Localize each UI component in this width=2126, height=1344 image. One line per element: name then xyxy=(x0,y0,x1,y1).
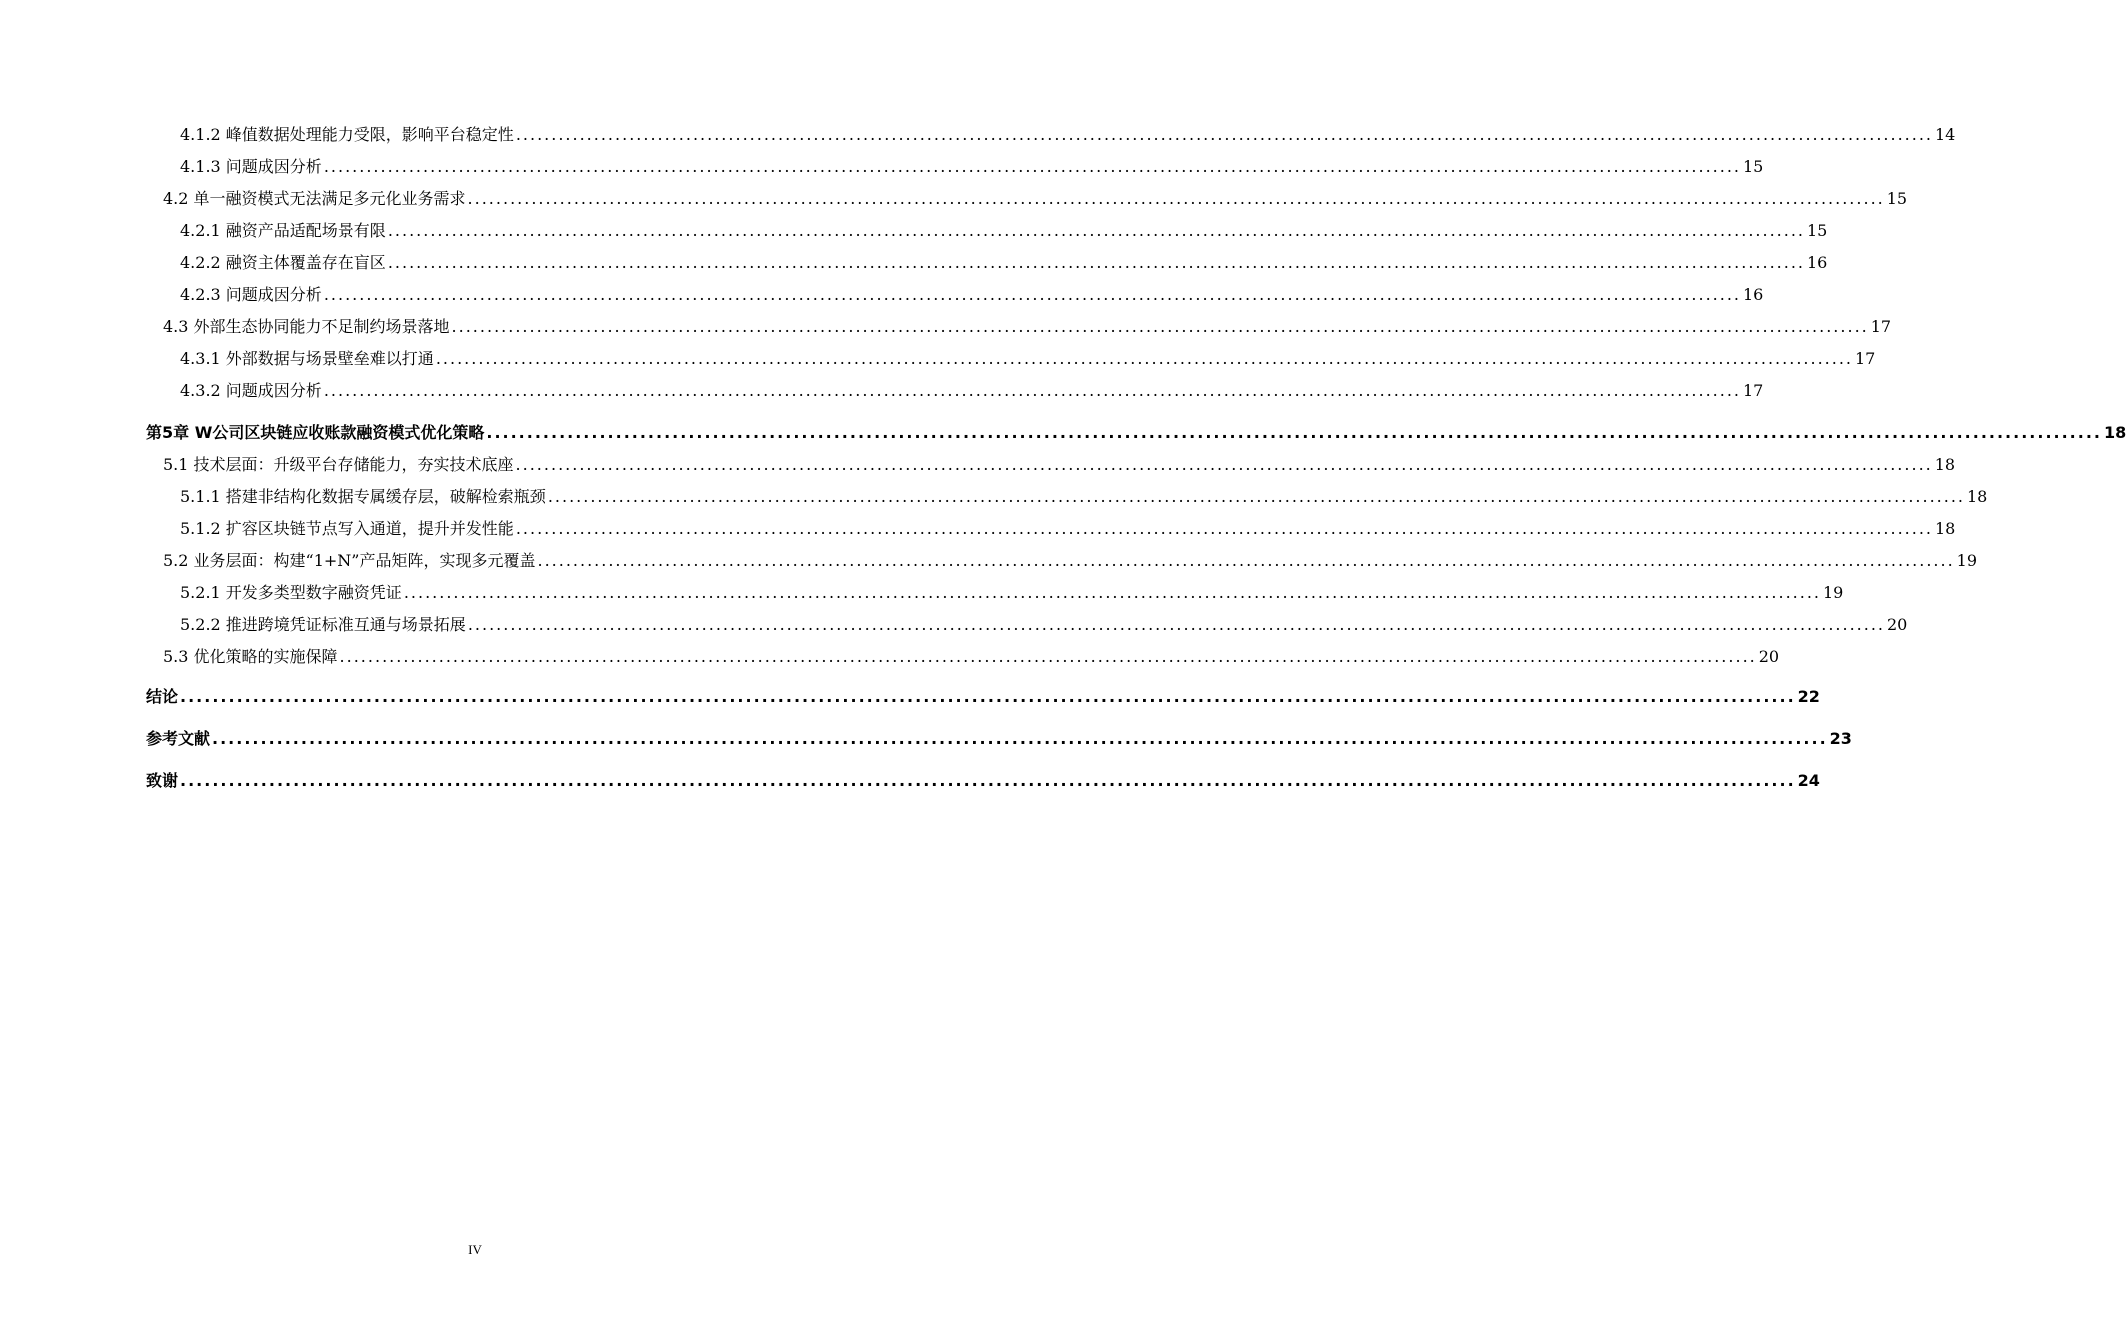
toc-entry-page: 18 xyxy=(1934,455,1956,474)
toc-leader-dots: ........................................................................................................................................................................................................ xyxy=(467,615,1885,634)
toc-entry-page: 17 xyxy=(1870,317,1892,336)
page-number: IV xyxy=(468,1242,482,1257)
toc-leader-dots: ........................................................................................................................................................................................................ xyxy=(323,381,1741,400)
toc-entry-title: 5.2.2 推进跨境凭证标准互通与场景拓展 xyxy=(180,615,466,634)
toc-entry-title: 5.1.2 扩容区块链节点写入通道，提升并发性能 xyxy=(180,519,514,538)
toc-entry[interactable] xyxy=(163,314,1892,337)
toc-entry[interactable] xyxy=(180,218,1828,241)
toc-leader-dots: ........................................................................................................................................................................................................ xyxy=(515,125,1933,144)
toc-entry-title: 致谢 xyxy=(146,771,179,790)
toc-entry[interactable] xyxy=(146,684,1820,707)
toc-entry[interactable] xyxy=(180,612,1908,635)
toc-entry-title: 4.3.1 外部数据与场景壁垒难以打通 xyxy=(180,349,434,368)
toc-leader-dots: ........................................................................................................................................................................................................ xyxy=(515,519,1933,538)
toc-entry-title: 参考文献 xyxy=(146,729,211,748)
toc-entry-page: 19 xyxy=(1956,551,1978,570)
toc-leader-dots: ........................................................................................................................................................................................................ xyxy=(212,729,1828,748)
toc-entry-page: 17 xyxy=(1743,381,1764,400)
toc-entry[interactable] xyxy=(180,484,1988,507)
toc-entry[interactable] xyxy=(180,122,1956,145)
toc-entry-title: 4.2.3 问题成因分析 xyxy=(180,285,322,304)
toc-leader-dots: ........................................................................................................................................................................................................ xyxy=(387,221,1805,240)
toc-entry-page: 19 xyxy=(1823,583,1844,602)
toc-entry-page: 16 xyxy=(1807,253,1828,272)
toc-entry-page: 15 xyxy=(1807,221,1828,240)
toc-entry-page: 16 xyxy=(1743,285,1764,304)
toc-entry-page: 18 xyxy=(2103,423,2126,442)
toc-entry-title: 5.3 优化策略的实施保障 xyxy=(163,647,338,666)
toc-entry-title: 第5章 W公司区块链应收账款融资模式优化策略 xyxy=(146,423,485,442)
toc-entry-title: 4.2 单一融资模式无法满足多元化业务需求 xyxy=(163,189,466,208)
toc-entry-page: 17 xyxy=(1855,349,1876,368)
toc-entry-page: 15 xyxy=(1886,189,1908,208)
toc-entry[interactable] xyxy=(163,452,1956,475)
toc-entry-page: 20 xyxy=(1758,647,1780,666)
toc-entry[interactable] xyxy=(180,282,1764,305)
toc-leader-dots: ........................................................................................................................................................................................................ xyxy=(403,583,1821,602)
toc-leader-dots: ........................................................................................................................................................................................................ xyxy=(451,317,1869,336)
toc-entry-title: 5.2 业务层面：构建“1+N”产品矩阵，实现多元覆盖 xyxy=(163,551,536,570)
toc-entry-page: 24 xyxy=(1797,771,1820,790)
toc-entry-page: 15 xyxy=(1743,157,1764,176)
toc-entry-page: 23 xyxy=(1829,729,1852,748)
toc-entry-title: 4.3.2 问题成因分析 xyxy=(180,381,322,400)
toc-leader-dots: ........................................................................................................................................................................................................ xyxy=(435,349,1853,368)
toc-entry-title: 5.2.1 开发多类型数字融资凭证 xyxy=(180,583,402,602)
toc-entry[interactable] xyxy=(180,378,1764,401)
toc-entry[interactable] xyxy=(180,580,1844,603)
toc-leader-dots: ........................................................................................................................................................................................................ xyxy=(180,687,1796,706)
toc-entry[interactable] xyxy=(163,644,1780,667)
toc-leader-dots: ........................................................................................................................................................................................................ xyxy=(339,647,1757,666)
toc-entry-page: 18 xyxy=(1935,519,1956,538)
toc-entry-title: 结论 xyxy=(146,687,179,706)
toc-leader-dots: ........................................................................................................................................................................................................ xyxy=(387,253,1805,272)
toc-entry-page: 14 xyxy=(1935,125,1956,144)
toc-entry[interactable] xyxy=(146,420,2126,443)
toc-entry-title: 4.1.2 峰值数据处理能力受限，影响平台稳定性 xyxy=(180,125,514,144)
toc-entry-page: 18 xyxy=(1967,487,1988,506)
toc-entry[interactable] xyxy=(146,726,1852,749)
toc-entry[interactable] xyxy=(180,346,1876,369)
toc-leader-dots: ........................................................................................................................................................................................................ xyxy=(323,157,1741,176)
toc-entry[interactable] xyxy=(180,516,1956,539)
toc-leader-dots: ........................................................................................................................................................................................................ xyxy=(515,455,1933,474)
toc-entry[interactable] xyxy=(163,186,1908,209)
toc-entry[interactable] xyxy=(163,548,1978,571)
toc-entry[interactable] xyxy=(180,250,1828,273)
toc-entry[interactable] xyxy=(146,768,1820,791)
toc-entry-title: 5.1.1 搭建非结构化数据专属缓存层，破解检索瓶颈 xyxy=(180,487,546,506)
toc-entry-page: 20 xyxy=(1887,615,1908,634)
toc-entry-title: 4.2.1 融资产品适配场景有限 xyxy=(180,221,386,240)
toc-leader-dots: ........................................................................................................................................................................................................ xyxy=(537,551,1955,570)
toc-leader-dots: ........................................................................................................................................................................................................ xyxy=(547,487,1965,506)
toc-entry-title: 4.1.3 问题成因分析 xyxy=(180,157,322,176)
toc-entry-page: 22 xyxy=(1797,687,1820,706)
toc-leader-dots: ........................................................................................................................................................................................................ xyxy=(486,423,2102,442)
toc-entry-title: 4.3 外部生态协同能力不足制约场景落地 xyxy=(163,317,450,336)
toc-entry-title: 4.2.2 融资主体覆盖存在盲区 xyxy=(180,253,386,272)
toc-entry[interactable] xyxy=(180,154,1764,177)
toc-entry-title: 5.1 技术层面：升级平台存储能力，夯实技术底座 xyxy=(163,455,514,474)
toc-leader-dots: ........................................................................................................................................................................................................ xyxy=(323,285,1741,304)
toc-leader-dots: ........................................................................................................................................................................................................ xyxy=(180,771,1796,790)
toc-leader-dots: ........................................................................................................................................................................................................ xyxy=(467,189,1885,208)
